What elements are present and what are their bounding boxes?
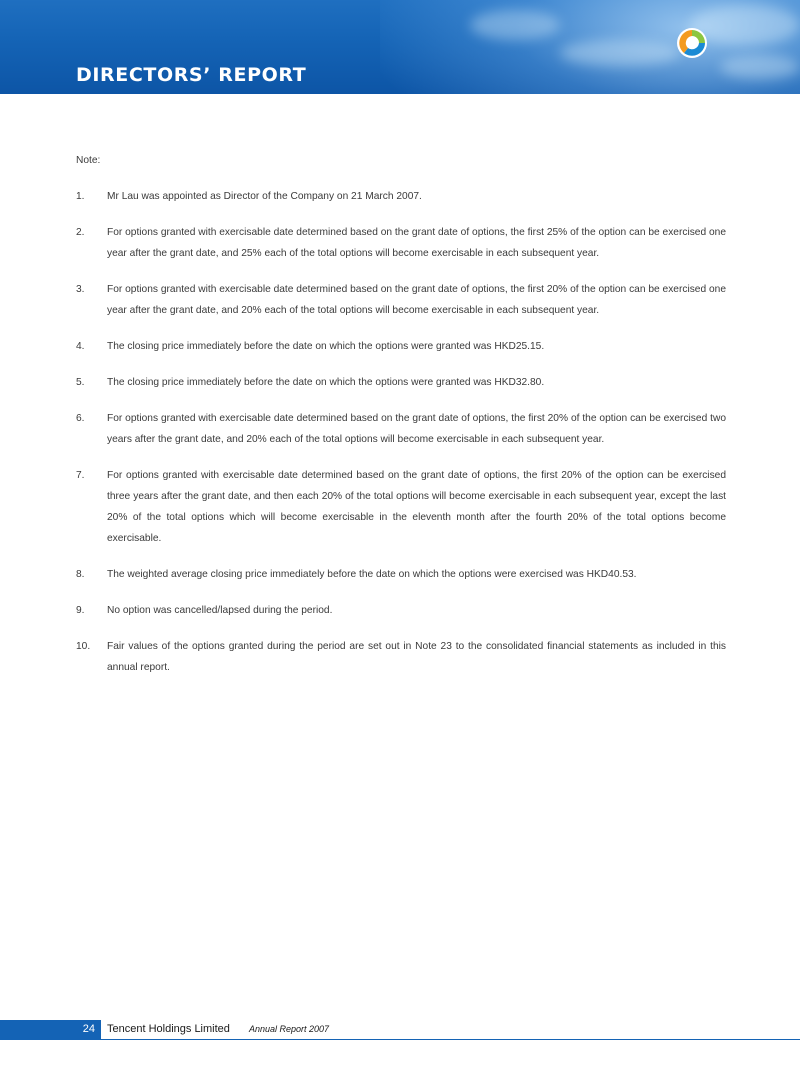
banner-cloud [470,10,560,40]
page-title: DIRECTORS’ REPORT [76,64,307,86]
note-item [76,408,726,450]
note-text: For options granted with exercisable date determined based on the grant date of options, the first 20% of the option can be exercised one year after the grant date, and 20% each of the total options will become exercisable in each subsequent year. [107,284,726,316]
banner-cloud [560,40,680,66]
footer-rule [0,1039,800,1040]
banner-cloud [720,55,800,79]
note-item [76,222,726,264]
tencent-logo-icon [676,27,708,59]
header-banner [0,0,800,94]
note-number: 5. [76,377,85,388]
report-name: Annual Report 2007 [249,1024,330,1034]
note-text: The weighted average closing price immediately before the date on which the options were exercised was HKD40.53. [107,569,637,580]
page-number: 24 [82,1023,95,1035]
note-number: 2. [76,227,85,238]
note-text: Fair values of the options granted during the period are set out in Note 23 to the consolidated financial statements as included in this annual report. [107,641,726,673]
note-number: 8. [76,569,85,580]
notes-heading: Note: [76,155,101,166]
note-item [76,600,726,621]
page-footer [0,1020,800,1040]
note-text: The closing price immediately before the date on which the options were granted was HKD32.80. [107,377,545,388]
note-item [76,465,726,549]
note-number: 1. [76,191,85,202]
note-text: For options granted with exercisable date determined based on the grant date of options, the first 20% of the option can be exercised three years after the grant date, and then each 20% of the total options will become exercisable in each subsequent year, except the last 20% of the total options which will become exercisable in the eleventh month after the fourth 20% of the total options become exercisable. [107,470,726,544]
note-number: 9. [76,605,85,616]
note-number: 6. [76,413,85,424]
page-number-tab [0,1020,101,1040]
note-item [76,336,726,357]
note-number: 7. [76,470,85,481]
note-text: For options granted with exercisable date determined based on the grant date of options, the first 20% of the option can be exercised two years after the grant date, and 20% each of the total options will become exercisable in each subsequent year. [107,413,726,445]
note-item [76,564,726,585]
note-item [76,186,726,207]
note-text: No option was cancelled/lapsed during the period. [107,605,333,616]
note-number: 4. [76,341,85,352]
notes-list [76,186,726,678]
note-text: The closing price immediately before the date on which the options were granted was HKD25.15. [107,341,545,352]
note-item [76,636,726,678]
note-number: 3. [76,284,85,295]
note-text: For options granted with exercisable date determined based on the grant date of options, the first 25% of the option can be exercised one year after the grant date, and 25% each of the total options will become exercisable in each subsequent year. [107,227,726,259]
note-text: Mr Lau was appointed as Director of the Company on 21 March 2007. [107,191,422,202]
notes-section [76,150,726,693]
company-name: Tencent Holdings Limited [107,1023,230,1035]
note-number: 10. [76,641,91,652]
note-item [76,372,726,393]
note-item [76,279,726,321]
